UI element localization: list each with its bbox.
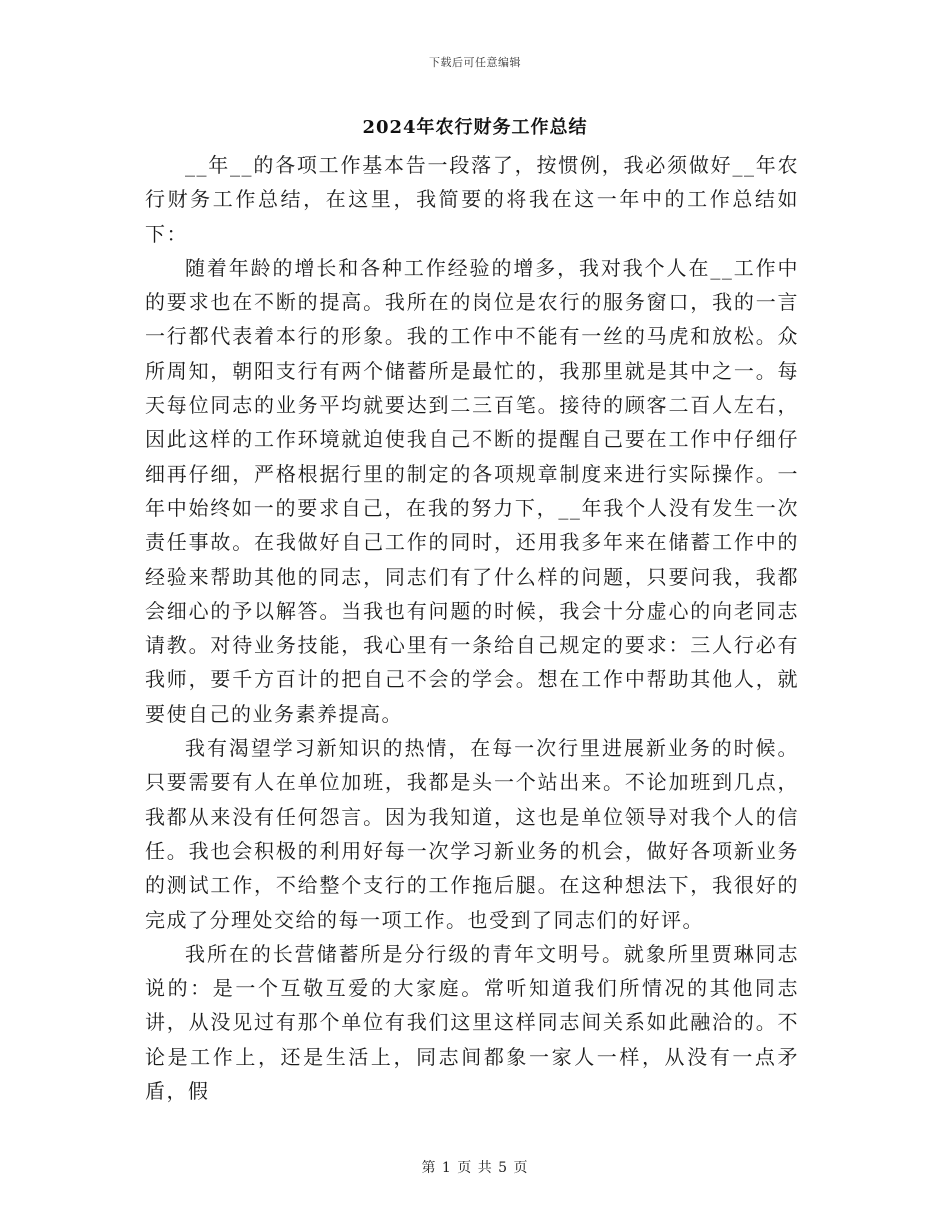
document-body	[145, 148, 799, 1108]
paragraph-learning: 我有渴望学习新知识的热情，在每一次行里进展新业务的时候。只要需要有人在单位加班，我都是头一个站出来。不论加班到几点，我都从来没有任何怨言。因为我知道，这也是单位领导对我个人的信任。我也会积极的利用好每一次学习新业务的机会，做好各项新业务的测试工作，不给整个支行的工作拖后腿。在这种想法下，我很好的完成了分理处交给的每一项工作。也受到了同志们的好评。	[145, 736, 799, 932]
header-note: 下载后可任意编辑	[429, 56, 521, 69]
page-number: 第 1 页 共 5 页	[421, 1160, 529, 1176]
paragraph-work-requirements: 随着年龄的增长和各种工作经验的增多，我对我个人在__工作中的要求也在不断的提高。我所在的岗位是农行的服务窗口，我的一言一行都代表着本行的形象。我的工作中不能有一丝的马虎和放松。众所周知，朝阳支行有两个储蓄所是最忙的，我那里就是其中之一。每天每位同志的业务平均就要达到二三百笔。接待的顾客二百人左右，因此这样的工作环境就迫使我自己不断的提醒自己要在工作中仔细仔细再仔细，严格根据行里的制定的各项规章制度来进行实际操作。一年中始终如一的要求自己，在我的努力下，__年我个人没有发生一次责任事故。在我做好自己工作的同时，还用我多年来在储蓄工作中的经验来帮助其他的同志，同志们有了什么样的问题，只要问我，我都会细心的予以解答。当我也有问题的时候，我会十分虚心的向老同志请教。对待业务技能，我心里有一条给自己规定的要求：三人行必有我师，要千方百计的把自己不会的学会。想在工作中帮助其他人，就要使自己的业务素养提高。	[145, 255, 799, 726]
paragraph-team: 我所在的长营储蓄所是分行级的青年文明号。就象所里贾琳同志说的：是一个互敬互爱的大家庭。常听知道我们所情况的其他同志讲，从没见过有那个单位有我们这里这样同志间关系如此融洽的。不论是工作上，还是生活上，同志间都象一家人一样，从没有一点矛盾，假	[145, 941, 799, 1104]
document-title: 2024年农行财务工作总结	[362, 117, 588, 138]
paragraph-intro: __年__的各项工作基本告一段落了，按惯例，我必须做好__年农行财务工作总结，在这里，我简要的将我在这一年中的工作总结如下：	[145, 153, 799, 246]
